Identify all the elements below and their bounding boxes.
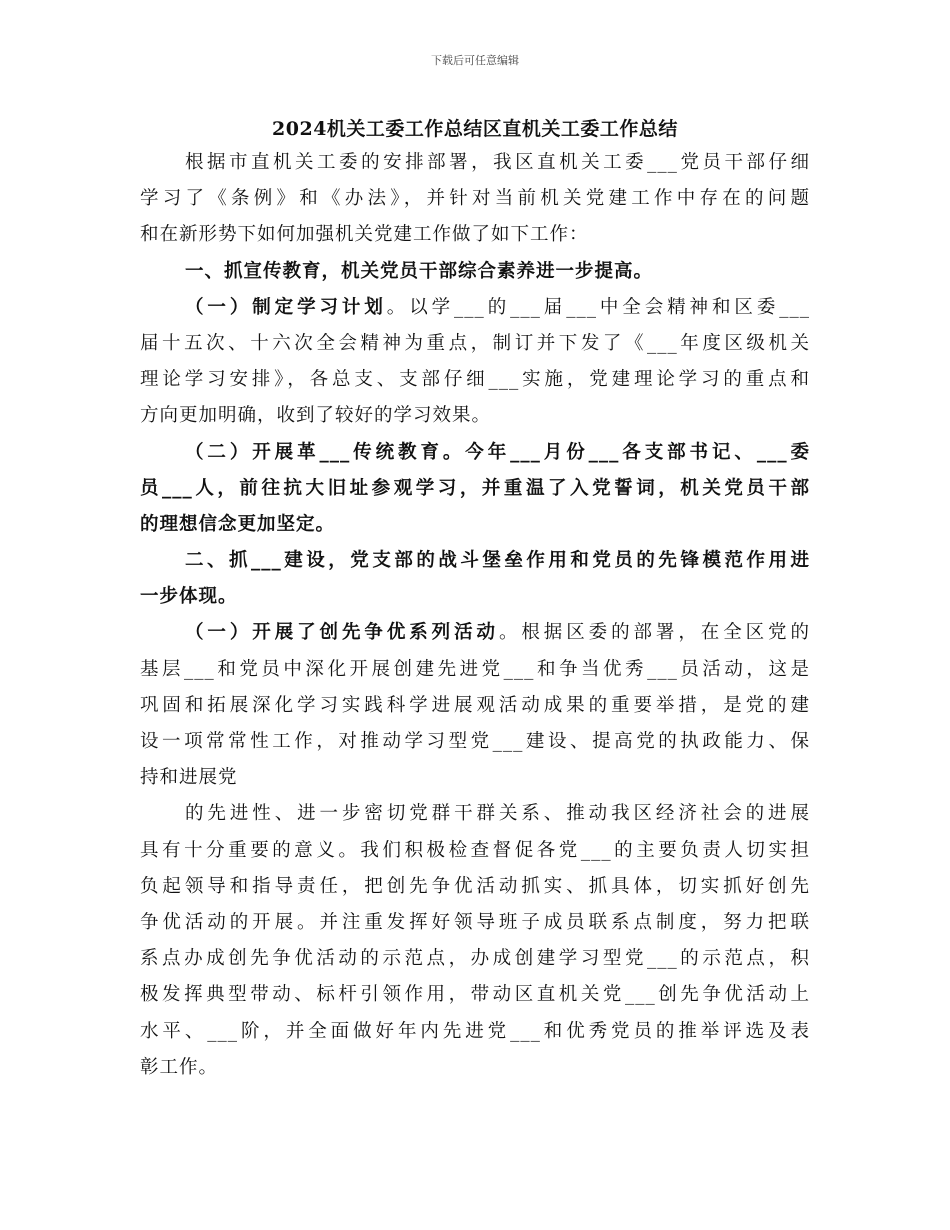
text-line: 员___人，前往抗大旧址参观学习，并重温了入党誓词，机关党员干部 <box>140 477 810 499</box>
text-line: 理论学习安排》，各总支、支部仔细___实施，党建理论学习的重点和 <box>140 369 810 391</box>
section-heading <box>140 254 810 290</box>
text-line: 届十五次、十六次全会精神为重点，制订并下发了《___年度区级机关 <box>140 332 810 354</box>
text-line: 负起领导和指导责任，把创先争优活动抓实、抓具体，切实抓好创先 <box>140 875 810 897</box>
text-line: 一、抓宣传教育，机关党员干部综合素养进一步提高。 <box>185 260 654 282</box>
text-line: 的理想信念更加坚定。 <box>140 513 336 535</box>
text-run: 。以学___的___届___中全会精神和区委___ <box>386 296 810 318</box>
text-line: 基层___和党员中深化开展创建先进党___和争当优秀___员活动，这是 <box>140 658 810 680</box>
document-body <box>140 145 810 1086</box>
paragraph-intro <box>140 145 810 254</box>
text-line: 二、抓___建设，党支部的战斗堡垒作用和党员的先锋模范作用进 <box>185 550 810 572</box>
text-line <box>140 290 810 326</box>
text-line: 极发挥典型带动、标杆引领作用，带动区直机关党___创先争优活动上 <box>140 984 810 1006</box>
text-run: 。根据区委的部署，在全区党的 <box>498 622 810 644</box>
subheading-lead: （一）制定学习计划 <box>185 296 387 318</box>
text-line: 学习了《条例》和《办法》，并针对当前机关党建工作中存在的问题 <box>140 188 810 210</box>
text-line: 一步体现。 <box>140 586 238 608</box>
header-note: 下载后可任意编辑 <box>431 54 519 67</box>
text-line <box>140 615 810 651</box>
text-line: 的先进性、进一步密切党群干群关系、推动我区经济社会的进展 <box>185 803 810 825</box>
text-line: 设一项常常性工作，对推动学习型党___建设、提高党的执政能力、保 <box>140 731 810 752</box>
text-line: 系点办成创先争优活动的示范点，办成创建学习型党___的示范点，积 <box>140 948 810 970</box>
document-title: 2024机关工委工作总结区直机关工委工作总结 <box>272 118 678 140</box>
text-line: 争优活动的开展。并注重发挥好领导班子成员联系点制度，努力把联 <box>140 911 810 933</box>
subheading-lead: （一）开展了创先争优系列活动 <box>185 622 499 644</box>
text-line: 水平、___阶，并全面做好年内先进党___和优秀党员的推举评选及表 <box>140 1020 810 1042</box>
text-line: 和在新形势下如何加强机关党建工作做了如下工作： <box>140 224 589 246</box>
text-line: 方向更加明确，收到了较好的学习效果。 <box>140 405 492 427</box>
text-line: 根据市直机关工委的安排部署，我区直机关工委___党员干部仔细 <box>185 152 810 173</box>
paragraph-section-2-1-continued <box>140 796 810 1086</box>
text-line: （二）开展革___传统教育。今年___月份___各支部书记、___委 <box>185 441 810 463</box>
paragraph-section-2-1 <box>140 615 810 796</box>
paragraph-section-1-2 <box>140 435 810 544</box>
paragraph-section-1-1 <box>140 290 810 435</box>
text-line: 持和进展党 <box>140 767 238 789</box>
section-heading <box>140 543 810 615</box>
text-line: 巩固和拓展深化学习实践科学进展观活动成果的重要举措，是党的建 <box>140 694 810 716</box>
text-line: 彰工作。 <box>140 1056 219 1078</box>
text-line: 具有十分重要的意义。我们积极检查督促各党___的主要负责人切实担 <box>140 839 810 861</box>
